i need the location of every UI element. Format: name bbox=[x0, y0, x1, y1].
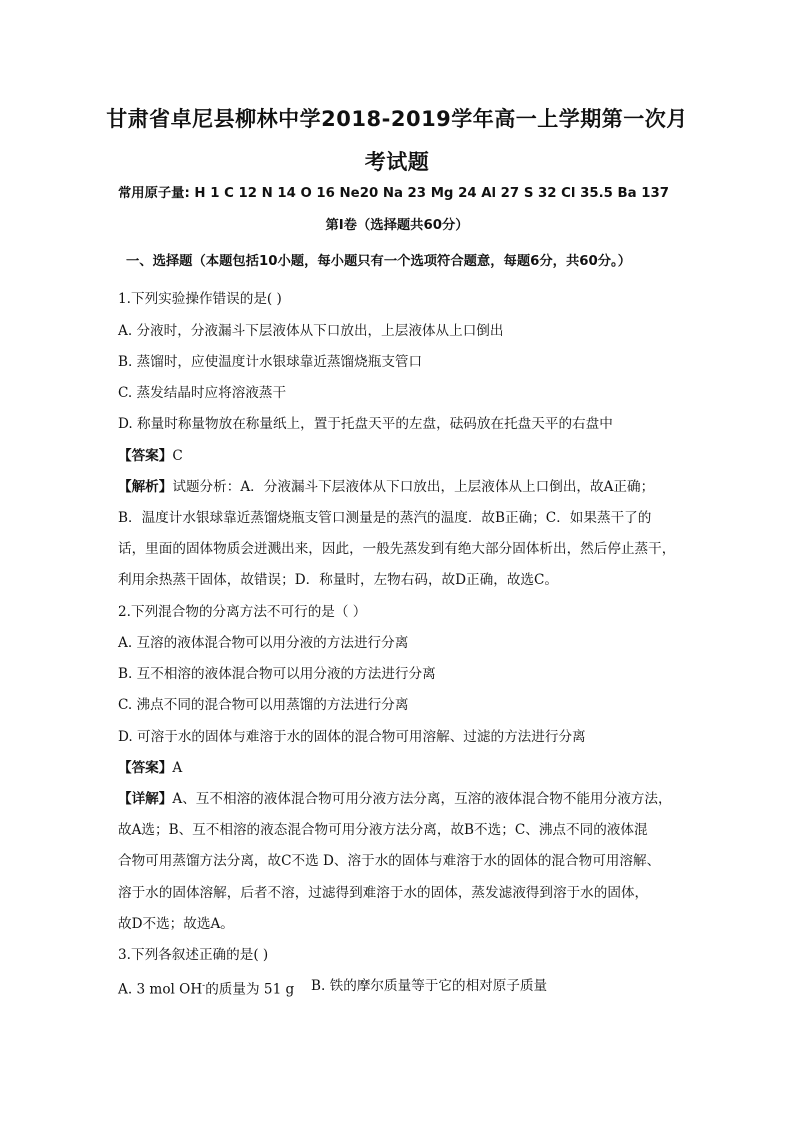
option-a-prefix: A. 3 mol OH bbox=[118, 981, 203, 998]
section-header: 第I卷（选择题共60分） bbox=[325, 218, 469, 233]
answer-value: A bbox=[172, 760, 183, 776]
question-1-analysis-line-1 bbox=[118, 477, 676, 497]
question-1-option-a: A. 分液时，分液漏斗下层液体从下口放出，上层液体从上口倒出 bbox=[118, 323, 504, 339]
analysis-tag: 【详解】 bbox=[118, 791, 173, 807]
answer-value: C bbox=[172, 448, 183, 464]
question-2-answer bbox=[118, 758, 182, 778]
question-1-analysis-line-2: B．温度计水银球靠近蒸馏烧瓶支管口测量是的蒸汽的温度．故B正确；C．如果蒸干了的 bbox=[118, 510, 652, 526]
question-3-option-b: B. 铁的摩尔质量等于它的相对原子质量 bbox=[311, 978, 548, 994]
question-2-analysis-line-5: 故D不选；故选A。 bbox=[118, 916, 234, 932]
question-2-option-b: B. 互不相溶的液体混合物可以用分液的方法进行分离 bbox=[118, 666, 436, 682]
document-title-line-2: 考试题 bbox=[364, 150, 430, 174]
question-1-answer bbox=[118, 446, 183, 466]
question-2-analysis-line-2: 故A选；B、互不相溶的液态混合物可用分液方法分离，故B不选；C、沸点不同的液体混 bbox=[118, 822, 648, 838]
hydroxide-charge: - bbox=[202, 981, 206, 991]
answer-tag: 【答案】 bbox=[118, 760, 173, 776]
analysis-tag: 【解析】 bbox=[118, 479, 173, 495]
part-header: 一、选择题（本题包括10小题，每小题只有一个选项符合题意，每题6分，共60分。） bbox=[126, 254, 631, 269]
question-2-analysis-line-3: 合物可用蒸馏方法分离，故C不选 D、溶于水的固体与难溶于水的固体的混合物可用溶解、 bbox=[118, 853, 661, 869]
question-1-option-b: B. 蒸馏时，应使温度计水银球靠近蒸馏烧瓶支管口 bbox=[118, 354, 423, 370]
option-a-suffix: 的质量为 51 g bbox=[205, 981, 295, 998]
question-1-option-d: D. 称量时称量物放在称量纸上，置于托盘天平的左盘，砝码放在托盘天平的右盘中 bbox=[118, 416, 613, 432]
answer-tag: 【答案】 bbox=[118, 448, 173, 464]
question-2-analysis-line-4: 溶于水的固体溶解，后者不溶，过滤得到难溶于水的固体，蒸发滤液得到溶于水的固体， bbox=[118, 885, 649, 901]
question-2-stem: 2.下列混合物的分离方法不可行的是（ ） bbox=[118, 604, 367, 620]
analysis-text: 试题分析：A．分液漏斗下层液体从下口放出，上层液体从上口倒出，故A正确； bbox=[172, 479, 655, 495]
question-2-option-d: D. 可溶于水的固体与难溶于水的固体的混合物可用溶解、过滤的方法进行分离 bbox=[118, 729, 586, 745]
document-title-line-1: 甘肃省卓尼县柳林中学2018-2019学年高一上学期第一次月 bbox=[106, 107, 688, 131]
atomic-mass-line: 常用原子量: H 1 C 12 N 14 O 16 Ne20 Na 23 Mg 24 Al 27 S 32 Cl 35.5 Ba 137 bbox=[118, 186, 670, 201]
question-3-option-a bbox=[118, 976, 294, 1000]
question-1-stem: 1.下列实验操作错误的是( ) bbox=[118, 291, 282, 307]
question-2-option-c: C. 沸点不同的混合物可以用蒸馏的方法进行分离 bbox=[118, 697, 409, 713]
analysis-text: A、互不相溶的液体混合物可用分液方法分离，互溶的液体混合物不能用分液方法， bbox=[172, 791, 672, 807]
question-2-analysis-line-1 bbox=[118, 789, 676, 809]
question-1-analysis-line-3: 话，里面的固体物质会迸溅出来，因此，一般先蒸发到有绝大部分固体析出，然后停止蒸干， bbox=[118, 541, 676, 557]
question-1-analysis-line-4: 利用余热蒸干固体，故错误；D．称量时，左物右码，故D正确，故选C。 bbox=[118, 572, 559, 588]
question-3-stem: 3.下列各叙述正确的是( ) bbox=[118, 947, 269, 963]
question-2-option-a: A. 互溶的液体混合物可以用分液的方法进行分离 bbox=[118, 635, 409, 651]
question-1-option-c: C. 蒸发结晶时应将溶液蒸干 bbox=[118, 385, 287, 401]
